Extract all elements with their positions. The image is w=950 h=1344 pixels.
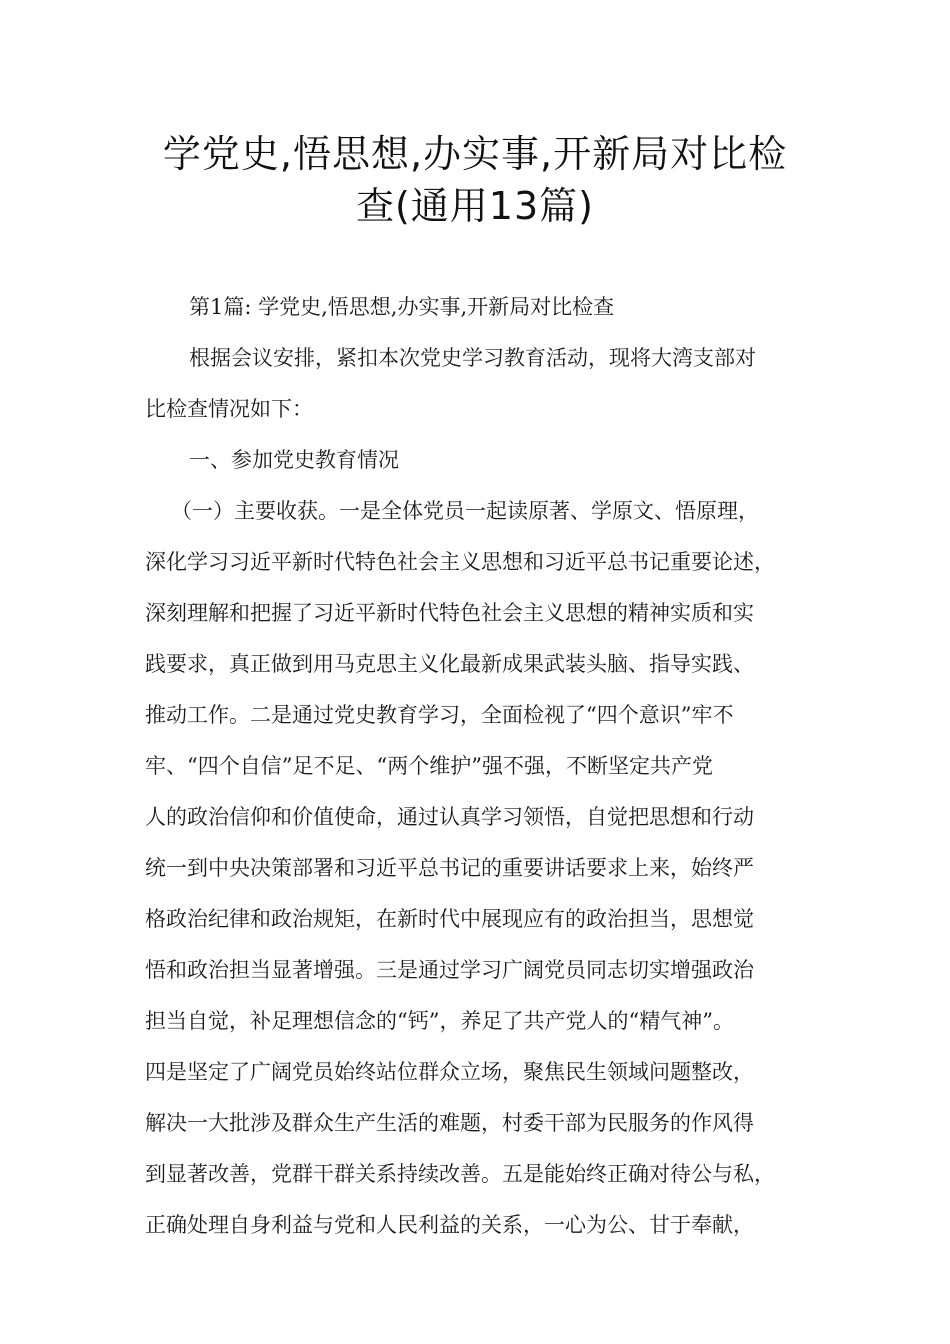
article-heading-text: 第1篇: 学党史,悟思想,办实事,开新局对比检查 <box>189 295 615 319</box>
body-paragraph <box>145 486 825 1251</box>
body-line-5: 推动工作。二是通过党史教育学习，全面检视了“四个意识”牢不 <box>145 703 734 727</box>
body-line-2: 深化学习习近平新时代特色社会主义思想和习近平总书记重要论述， <box>145 550 775 574</box>
intro-line-1: 根据会议安排，紧扣本次党史学习教育活动，现将大湾支部对 <box>189 346 756 370</box>
intro-paragraph <box>145 333 825 435</box>
body-line-7: 人的政治信仰和价值使命，通过认真学习领悟，自觉把思想和行动 <box>145 805 754 829</box>
body-line-6: 牢、“四个自信”足不足、“两个维护”强不强，不断坚定共产党 <box>145 754 713 778</box>
section-heading-text: 一、参加党史教育情况 <box>189 448 399 472</box>
body-line-11: 担当自觉，补足理想信念的“钙”，养足了共产党人的“精气神”。 <box>145 1009 734 1033</box>
title-line-2: 查(通用13篇) <box>355 184 594 228</box>
body-line-12: 四是坚定了广阔党员始终站位群众立场，聚焦民生领域问题整改， <box>145 1060 754 1084</box>
article-heading <box>145 282 825 333</box>
body-line-15: 正确处理自身利益与党和人民利益的关系，一心为公、甘于奉献， <box>145 1213 754 1237</box>
body-line-13: 解决一大批涉及群众生产生活的难题，村委干部为民服务的作风得 <box>145 1111 754 1135</box>
body-line-3: 深刻理解和把握了习近平新时代特色社会主义思想的精神实质和实 <box>145 601 754 625</box>
section-heading <box>145 435 825 486</box>
body-line-14: 到显著改善，党群干群关系持续改善。五是能始终正确对待公与私， <box>145 1162 775 1186</box>
document-body <box>145 282 825 1251</box>
body-line-1: （一）主要收获。一是全体党员一起读原著、学原文、悟原理， <box>171 499 759 523</box>
title-line-1: 学党史,悟思想,办实事,开新局对比检 <box>162 132 788 176</box>
body-line-9: 格政治纪律和政治规矩，在新时代中展现应有的政治担当，思想觉 <box>145 907 754 931</box>
intro-line-2: 比检查情况如下： <box>145 397 313 421</box>
body-line-8: 统一到中央决策部署和习近平总书记的重要讲话要求上来，始终严 <box>145 856 754 880</box>
document-title <box>120 128 830 232</box>
body-line-4: 践要求，真正做到用马克思主义化最新成果武装头脑、指导实践、 <box>145 652 754 676</box>
body-line-10: 悟和政治担当显著增强。三是通过学习广阔党员同志切实增强政治 <box>145 958 754 982</box>
